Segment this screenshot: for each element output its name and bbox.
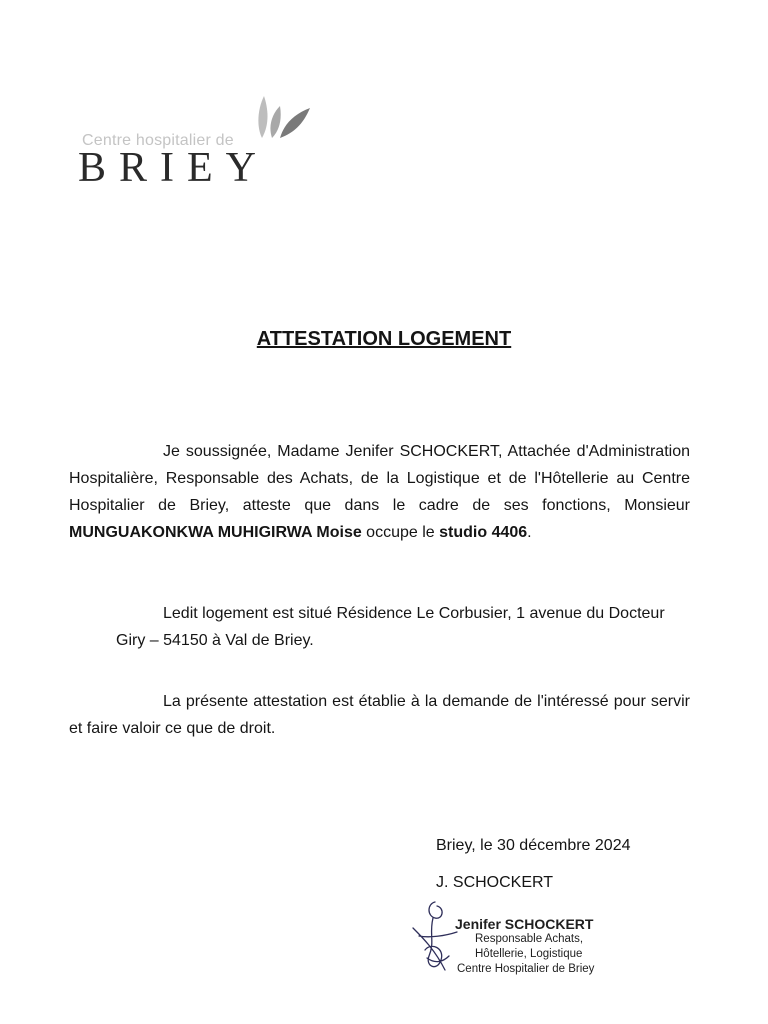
paragraph-declaration bbox=[69, 438, 690, 546]
stamp-role: Responsable Achats, bbox=[475, 933, 584, 945]
logo-subtitle: Centre hospitalier de bbox=[82, 132, 234, 149]
address-line-1: Ledit logement est situé Résidence Le Corbusier, 1 avenue du Docteur bbox=[163, 605, 665, 622]
paragraph-purpose: La présente attestation est établie à la demande de l'intéressé pour servir et faire valoir ce que de droit. bbox=[69, 693, 690, 737]
resident-name: MUNGUAKONKWA MUHIGIRWA Moise bbox=[69, 524, 362, 541]
leaf-logo-icon bbox=[254, 94, 316, 140]
declaration-middle: occupe le bbox=[361, 524, 440, 541]
studio-number: studio 4406 bbox=[439, 524, 528, 541]
stamp-name: Jenifer SCHOCKERT bbox=[455, 916, 594, 932]
document-title: ATTESTATION LOGEMENT bbox=[256, 328, 512, 350]
signature-stamp bbox=[455, 916, 635, 977]
address-line-2: Giry – 54150 à Val de Briey. bbox=[116, 632, 314, 649]
stamp-organization: Centre Hospitalier de Briey bbox=[457, 963, 595, 975]
logo-name: BRIEY bbox=[78, 145, 269, 191]
hospital-logo bbox=[78, 92, 318, 202]
signer-name: J. SCHOCKERT bbox=[436, 874, 554, 891]
stamp-department: Hôtellerie, Logistique bbox=[475, 948, 583, 960]
declaration-end: . bbox=[527, 524, 532, 541]
declaration-intro: Je soussignée, Madame Jenifer SCHOCKERT, Attachée d'Administration Hospitalière, Responsable des Achats, de la Logistique et de l'Hôtellerie au Centre Hospitalier de Briey, atteste que dans le cadre de ses fonctions, Monsieur bbox=[69, 443, 690, 514]
date-line: Briey, le 30 décembre 2024 bbox=[436, 837, 631, 854]
paragraph-address bbox=[69, 600, 690, 654]
